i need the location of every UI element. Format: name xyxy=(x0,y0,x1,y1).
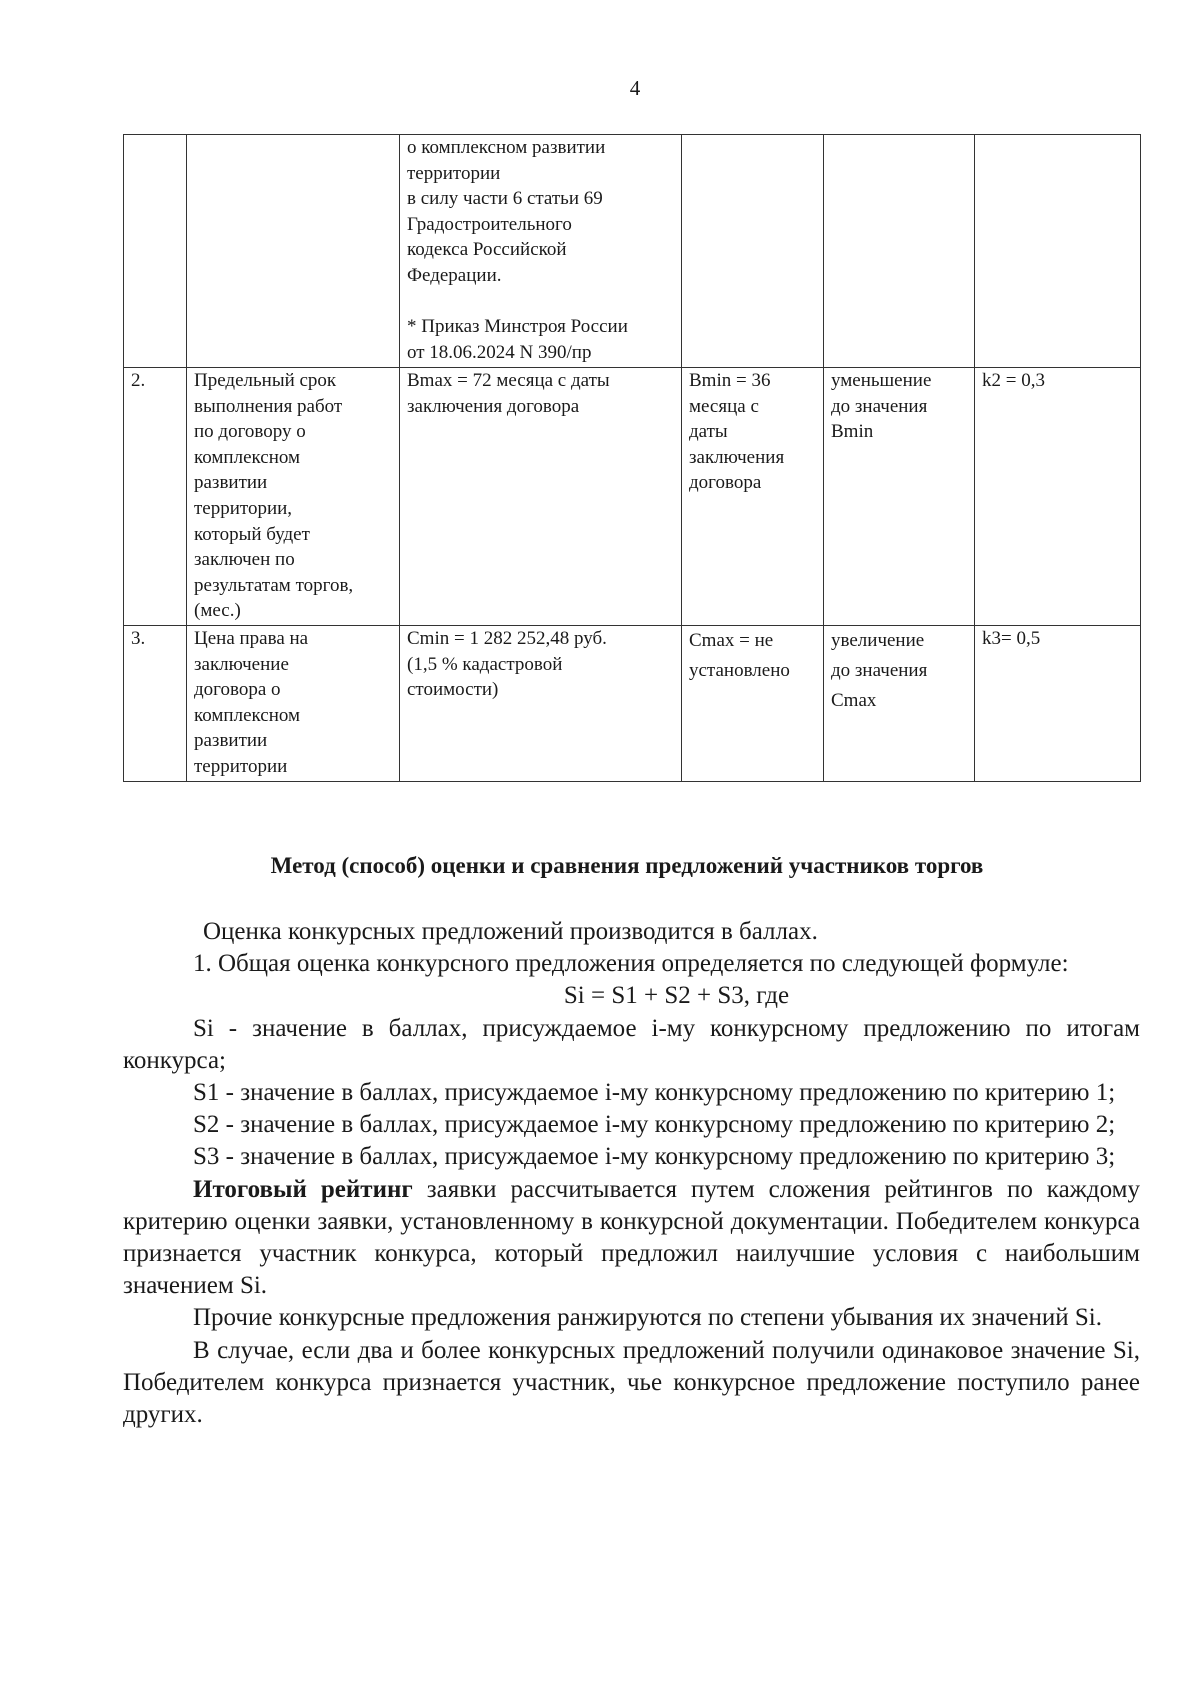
limit-value-cell: Bmin = 36 месяца с даты заключения договора xyxy=(682,368,824,626)
coefficient-cell: k3= 0,5 xyxy=(975,626,1141,782)
row-number-cell: 2. xyxy=(124,368,187,626)
direction-cell xyxy=(824,135,975,368)
page-number: 4 xyxy=(629,76,641,100)
criteria-table xyxy=(123,134,1141,782)
rating-paragraph xyxy=(123,1174,1140,1303)
parameter-cell: Cmin = 1 282 252,48 руб. (1,5 % кадастровой стоимости) xyxy=(400,626,682,782)
parameter-cell: о комплексном развитии территории в силу части 6 статьи 69 Градостроительного кодекса Российской Федерации. * Приказ Минстроя России от 18.06.2024 N 390/пр xyxy=(400,135,682,368)
body-text xyxy=(123,916,1140,1431)
parameter-cell: Bmax = 72 месяца с даты заключения договора xyxy=(400,368,682,626)
limit-value-cell: Cmax = не установлено xyxy=(682,626,824,782)
section-heading: Метод (способ) оценки и сравнения предложений участников торгов xyxy=(270,853,984,878)
table-row xyxy=(124,626,1141,782)
row-number-cell: 3. xyxy=(124,626,187,782)
criterion-cell: Предельный срок выполнения работ по договору о комплексном развитии территории, который будет заключен по результатам торгов, (мес.) xyxy=(187,368,400,626)
si-definition: Si - значение в баллах, присуждаемое i-му конкурсному предложению по итогам конкурса; xyxy=(123,1014,1140,1074)
s3-definition: S3 - значение в баллах, присуждаемое i-му конкурсному предложению по критерию 3; xyxy=(193,1143,1116,1171)
intro-paragraph: Оценка конкурсных предложений производится в баллах. xyxy=(203,918,818,945)
direction-cell: увеличение до значения Cmax xyxy=(824,626,975,782)
coefficient-cell xyxy=(975,135,1141,368)
criterion-cell: Цена права на заключение договора о комплексном развитии территории xyxy=(187,626,400,782)
rating-term: Итоговый рейтинг xyxy=(193,1175,413,1203)
rating-text: заявки рассчитывается путем сложения рейтингов по каждому критерию оценки заявки, установленному в конкурсной документации. Победителем конкурса признается участник конкурса, который предложил наилучшие условия с наибольшим значением Si. xyxy=(123,1175,1140,1300)
formula: Si = S1 + S2 + S3, где xyxy=(563,982,790,1010)
coefficient-cell: k2 = 0,3 xyxy=(975,368,1141,626)
formula-intro-paragraph: 1. Общая оценка конкурсного предложения определяется по следующей формуле: xyxy=(193,950,1069,978)
tie-paragraph: В случае, если два и более конкурсных предложений получили одинаковое значение Si, Победителем конкурса признается участник, чье конкурсное предложение поступило ранее других. xyxy=(123,1336,1140,1429)
limit-value-cell xyxy=(682,135,824,368)
direction-cell: уменьшение до значения Bmin xyxy=(824,368,975,626)
s2-definition: S2 - значение в баллах, присуждаемое i-му конкурсному предложению по критерию 2; xyxy=(193,1111,1116,1139)
table-row xyxy=(124,368,1141,626)
ranking-paragraph: Прочие конкурсные предложения ранжируются по степени убывания их значений Si. xyxy=(193,1304,1102,1332)
table-row xyxy=(124,135,1141,368)
row-number-cell xyxy=(124,135,187,368)
s1-definition: S1 - значение в баллах, присуждаемое i-му конкурсному предложению по критерию 1; xyxy=(193,1079,1116,1107)
criterion-cell xyxy=(187,135,400,368)
